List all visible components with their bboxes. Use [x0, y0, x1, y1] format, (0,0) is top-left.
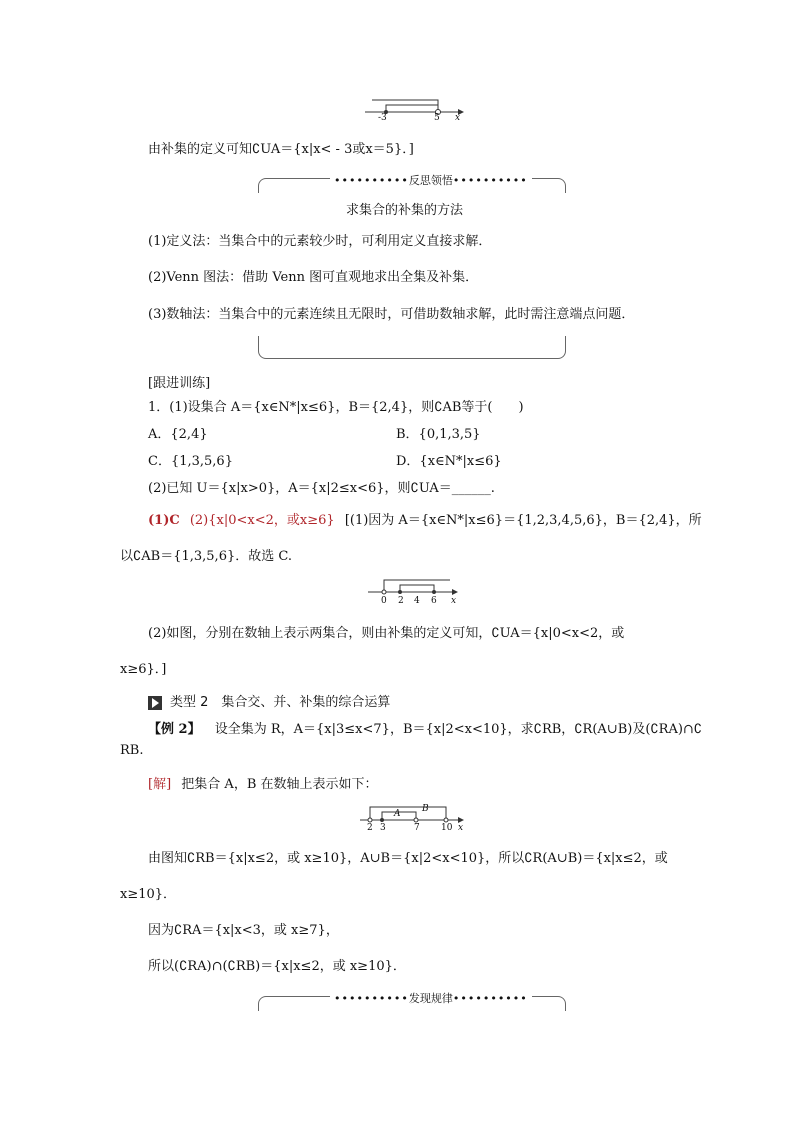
solution-step: x≥10}． [120, 887, 177, 902]
answer-1: (1)C [148, 513, 180, 528]
set-a-label: A [394, 809, 401, 819]
option-b: B．{0,1,3,5} [396, 427, 481, 442]
answer-2: (2){x|0<x<2，或x≥6} [189, 513, 335, 528]
reflection-title: 求集合的补集的方法 [346, 203, 464, 218]
solution-step: 由图知∁RB＝{x|x≤2，或 x≥10}，A∪B＝{x|2<x<10}，所以∁R(A∪B)＝{x|x≤2，或 [148, 851, 668, 866]
axis2-tick: x [451, 596, 457, 606]
question-1: 1．(1)设集合 A＝{x∈N*|x≤6}，B＝{2,4}，则∁AB等于( ) [148, 400, 524, 415]
answer-explanation-2-cont: x≥6}．] [120, 662, 167, 677]
option-c: C．{1,3,5,6} [148, 454, 233, 469]
example-text-cont: RB. [120, 743, 144, 758]
solution-line [148, 773, 378, 792]
solution-label: [解] [148, 777, 172, 792]
axis2-tick: 4 [414, 596, 420, 606]
axis3-tick: 7 [414, 823, 420, 833]
method-item: (1)定义法：当集合中的元素较少时，可利用定义直接求解． [148, 234, 492, 249]
axis3-tick: 3 [380, 823, 386, 833]
example-line [148, 718, 702, 737]
practice-header: [跟进训练] [148, 376, 211, 391]
number-line-1 [360, 96, 470, 126]
option-d: D．{x∈N*|x≤6} [396, 454, 502, 469]
solution-step: 因为∁RA＝{x|x<3，或 x≥7}， [148, 923, 339, 938]
section-heading: 类型 2 集合交、并、补集的综合运算 [148, 691, 390, 710]
example-label: 【例 2】 [148, 722, 201, 737]
solution-step: 所以(∁RA)∩(∁RB)＝{x|x≤2，或 x≥10}． [148, 959, 406, 974]
solution-text: 把集合 A，B 在数轴上表示如下： [181, 777, 378, 792]
answer-line [148, 509, 702, 528]
reflection-badge: ••••••••••反思领悟•••••••••• [330, 172, 532, 188]
complement-line: 由补集的定义可知∁UA＝{x|x< - 3或x＝5}．] [148, 142, 414, 157]
method-item: (3)数轴法：当集合中的元素连续且无限时，可借助数轴求解，此时需注意端点问题． [148, 307, 635, 322]
axis3-tick: x [458, 823, 464, 833]
axis2-tick: 2 [398, 596, 404, 606]
play-icon [148, 696, 162, 710]
set-b-label: B [422, 804, 429, 814]
axis1-tick: x [455, 113, 461, 123]
answer-explanation-cont: 以∁AB＝{1,3,5,6}．故选 C. [120, 549, 292, 564]
answer-explanation-2: (2)如图，分别在数轴上表示两集合，则由补集的定义可知，∁UA＝{x|0<x<2，或 [148, 626, 625, 641]
axis2-tick: 6 [431, 596, 437, 606]
axis1-tick: -3 [378, 113, 387, 123]
axis3-tick: 2 [367, 823, 373, 833]
reflection-box-bottom [258, 336, 566, 359]
axis3-tick: 10 [441, 823, 453, 833]
option-a: A．{2,4} [148, 427, 208, 442]
pattern-badge: ••••••••••发现规律•••••••••• [330, 990, 532, 1006]
answer-explanation: [(1)因为 A＝{x∈N*|x≤6}＝{1,2,3,4,5,6}，B＝{2,4}，所 [344, 513, 702, 528]
example-text: 设全集为 R，A＝{x|3≤x<7}，B＝{x|2<x<10}，求∁RB，∁R(A∪B)及(∁RA)∩∁ [214, 722, 703, 737]
axis2-tick: 0 [381, 596, 387, 606]
axis1-tick: 5 [434, 113, 440, 123]
method-item: (2)Venn 图法：借助 Venn 图可直观地求出全集及补集． [148, 270, 479, 285]
question-2: (2)已知 U＝{x|x>0}，A＝{x|2≤x<6}，则∁UA＝______. [148, 481, 495, 496]
